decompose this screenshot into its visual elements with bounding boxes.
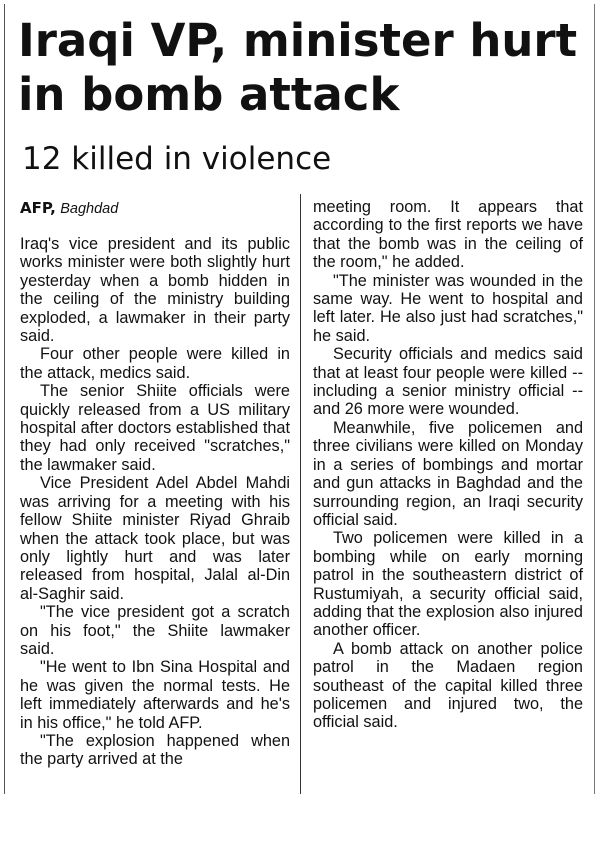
paragraph: Security officials and medics said that at least four people were killed -- including a senior ministry official -- and 26 more were wounded. [313, 345, 583, 419]
paragraph: meeting room. It appears that according to the first reports we have that the bomb was in the ceiling of the room," he added. [313, 198, 583, 272]
paragraph: The senior Shiite officials were quickly released from a US military hospital after doctors established that they had only received "scratches," the lawmaker said. [20, 382, 290, 474]
paragraph: Two policemen were killed in a bombing while on early morning patrol in the southeastern district of Rustumiyah, a security official said, adding that the explosion also injured another officer. [313, 529, 583, 640]
byline-location: Baghdad [60, 201, 119, 217]
paragraph: "The minister was wounded in the same way. He went to hospital and left later. He also just had scratches," he said. [313, 271, 583, 345]
column-divider [300, 194, 301, 794]
byline-agency: AFP, [20, 199, 56, 217]
paragraph: A bomb attack on another police patrol in the Madaen region southeast of the capital killed three policemen and injured two, the official said. [313, 639, 583, 732]
left-border-rule [4, 4, 5, 794]
paragraph: "The explosion happened when the party arrived at the [20, 731, 290, 769]
subheadline: 12 killed in violence [22, 141, 332, 177]
right-border-rule [594, 4, 595, 794]
paragraph: "He went to Ibn Sina Hospital and he was given the normal tests. He left immediately afterwards and he's in his office," he told AFP. [20, 658, 290, 732]
headline: Iraqi VP, minister hurt in bomb attack [18, 14, 578, 121]
article-column-1 [20, 196, 290, 769]
paragraph: Iraq's vice president and its public works minister were both slightly hurt yesterday when a bomb hidden in the ceiling of the ministry building exploded, a lawmaker in their party said. [20, 235, 290, 346]
byline [20, 196, 290, 221]
paragraph: Meanwhile, five policemen and three civilians were killed on Monday in a series of bombings and mortar and gun attacks in Baghdad and the surrounding region, an Iraqi security official said. [313, 418, 583, 529]
article-column-2 [313, 198, 583, 732]
paragraph: "The vice president got a scratch on his foot," the Shiite lawmaker said. [20, 603, 290, 658]
paragraph: Four other people were killed in the attack, medics said. [20, 345, 290, 382]
paragraph: Vice President Adel Abdel Mahdi was arriving for a meeting with his fellow Shiite minister Riyad Ghraib when the attack took place, but was only lightly hurt and was later released from hospital, Jalal al-Din al-Saghir said. [20, 474, 290, 603]
